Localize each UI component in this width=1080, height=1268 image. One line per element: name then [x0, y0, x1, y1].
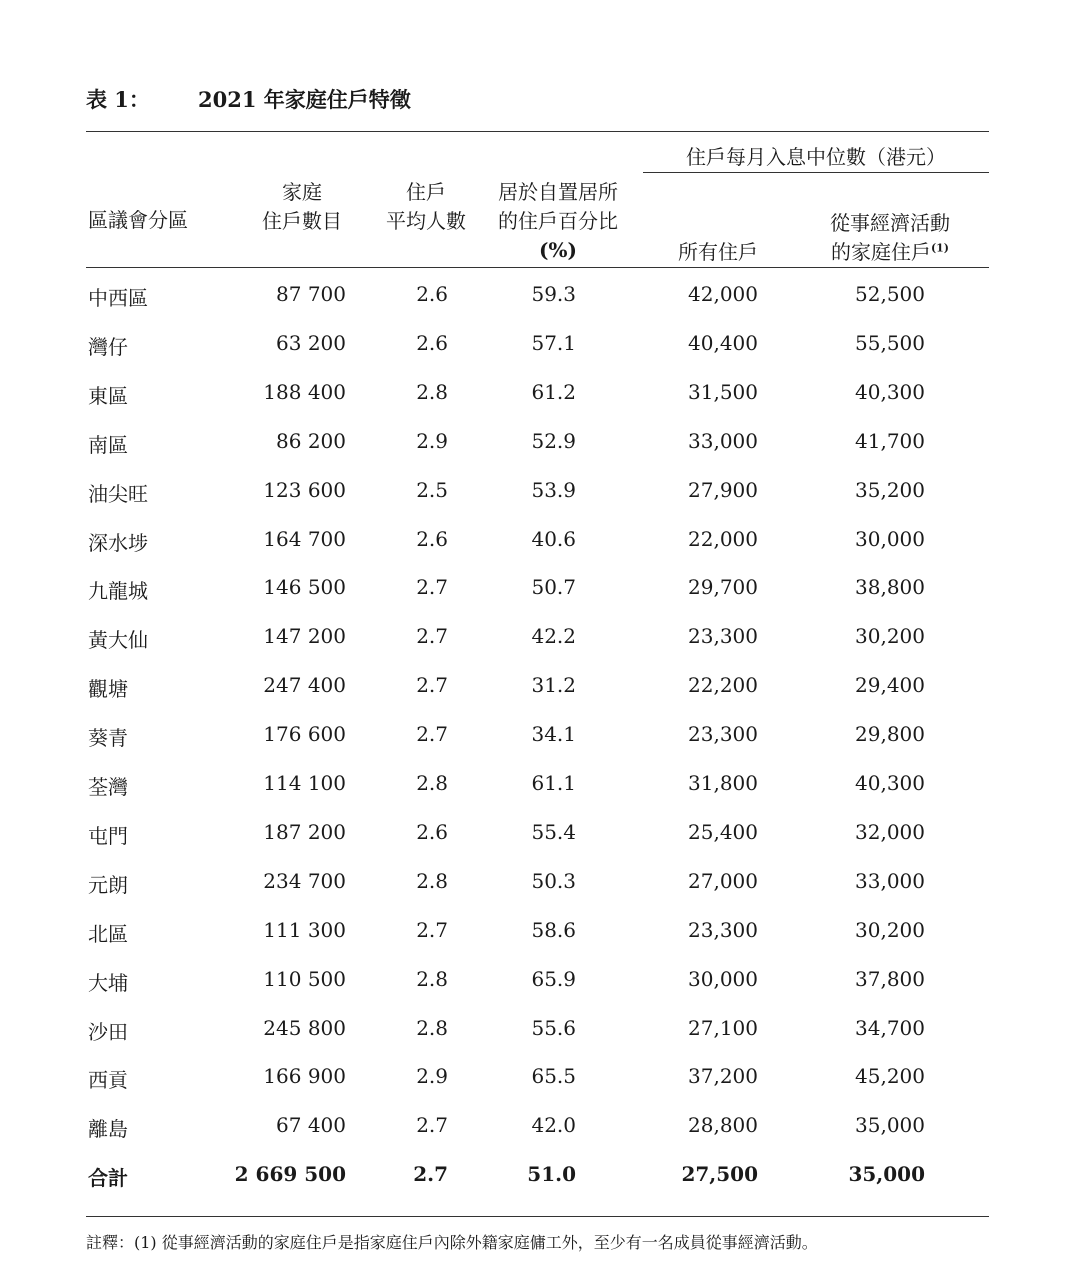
- cell-households: 245 800: [263, 1015, 346, 1040]
- cell-income-all: 22,000: [688, 526, 758, 551]
- cell-income-all: 33,000: [688, 428, 758, 453]
- cell-households: 123 600: [263, 477, 346, 502]
- cell-income-active: 38,800: [855, 575, 925, 600]
- cell-district: 南區: [88, 432, 128, 457]
- footnote: 註釋：(1) 從事經濟活動的家庭住戶是指家庭住戶內除外籍家庭傭工外，至少有一名成員從事經濟活動。: [86, 1233, 818, 1252]
- cell-income-all: 27,100: [688, 1015, 758, 1040]
- cell-district: 黃大仙: [88, 628, 148, 653]
- cell-owner-pct: 34.1: [531, 722, 576, 747]
- cell-income-all: 23,300: [688, 917, 758, 942]
- cell-income-active: 30,200: [855, 917, 925, 942]
- cell-avg-size: 2.6: [416, 526, 448, 551]
- cell-owner-pct: 57.1: [531, 330, 576, 355]
- cell-income-active: 55,500: [855, 330, 925, 355]
- cell-income-all: 23,300: [688, 624, 758, 649]
- header-owner-line2: 的住戶百分比: [498, 209, 618, 233]
- income-group-rule: [643, 172, 989, 173]
- cell-income-active: 30,200: [855, 624, 925, 649]
- cell-avg-size: 2.7: [413, 1162, 448, 1187]
- cell-district: 灣仔: [88, 334, 128, 359]
- cell-avg-size: 2.6: [416, 282, 448, 306]
- cell-income-active: 41,700: [855, 428, 925, 453]
- header-active-line2: 的家庭住戶$^{(1)}$: [830, 240, 950, 264]
- cell-income-active: 45,200: [855, 1064, 925, 1089]
- cell-district: 九龍城: [88, 579, 148, 604]
- footnote-marker: (1): [930, 241, 950, 255]
- cell-households: 247 400: [263, 673, 346, 698]
- cell-avg-size: 2.7: [416, 575, 448, 600]
- header-households-line2: 住戶數目: [262, 209, 342, 233]
- cell-owner-pct: 65.9: [531, 966, 576, 991]
- cell-avg-size: 2.8: [416, 868, 448, 893]
- cell-households: 166 900: [263, 1064, 346, 1089]
- cell-income-active: 35,000: [848, 1162, 925, 1187]
- cell-income-active: 52,500: [855, 282, 925, 306]
- cell-owner-pct: 50.7: [531, 575, 576, 600]
- cell-district: 觀塘: [88, 677, 128, 702]
- cell-households: 63 200: [276, 330, 346, 355]
- cell-income-active: 35,200: [855, 477, 925, 502]
- cell-avg-size: 2.7: [416, 673, 448, 698]
- cell-income-all: 25,400: [688, 819, 758, 844]
- cell-avg-size: 2.9: [416, 1064, 448, 1089]
- top-rule: [86, 131, 989, 132]
- header-active-line1: 從事經濟活動: [830, 211, 950, 235]
- cell-district: 離島: [88, 1117, 128, 1142]
- cell-owner-pct: 61.2: [531, 379, 576, 404]
- header-rule: [86, 267, 989, 268]
- cell-avg-size: 2.7: [416, 917, 448, 942]
- cell-avg-size: 2.5: [416, 477, 448, 502]
- header-households-line1: 家庭: [282, 180, 322, 204]
- cell-avg-size: 2.7: [416, 1113, 448, 1138]
- cell-income-all: 27,500: [681, 1162, 758, 1187]
- cell-owner-pct: 42.0: [531, 1113, 576, 1138]
- cell-avg-size: 2.8: [416, 771, 448, 795]
- cell-avg-size: 2.6: [416, 330, 448, 355]
- header-avg-size-line1: 住戶: [406, 180, 446, 204]
- cell-households: 188 400: [263, 379, 346, 404]
- cell-income-active: 32,000: [855, 819, 925, 844]
- header-avg-size-line2: 平均人數: [386, 209, 466, 233]
- cell-households: 86 200: [276, 428, 346, 453]
- cell-households: 2 669 500: [234, 1162, 346, 1187]
- cell-owner-pct: 40.6: [531, 526, 576, 551]
- header-owner-unit: (%): [539, 238, 577, 262]
- header-households: [250, 178, 354, 236]
- cell-district: 葵青: [88, 726, 128, 751]
- cell-income-all: 31,800: [688, 771, 758, 795]
- cell-owner-pct: 55.6: [531, 1015, 576, 1040]
- cell-district: 大埔: [88, 970, 128, 995]
- header-avg-size: [374, 178, 478, 236]
- cell-avg-size: 2.6: [416, 819, 448, 844]
- cell-income-active: 29,400: [855, 673, 925, 698]
- header-owner-occupied: [484, 178, 632, 265]
- cell-households: 87 700: [276, 282, 346, 306]
- cell-owner-pct: 51.0: [527, 1162, 576, 1187]
- cell-district: 屯門: [88, 823, 128, 848]
- cell-households: 147 200: [263, 624, 346, 649]
- cell-income-active: 37,800: [855, 966, 925, 991]
- cell-households: 187 200: [263, 819, 346, 844]
- cell-avg-size: 2.8: [416, 966, 448, 991]
- cell-district: 中西區: [88, 286, 148, 310]
- cell-income-all: 31,500: [688, 379, 758, 404]
- cell-avg-size: 2.7: [416, 624, 448, 649]
- cell-households: 114 100: [263, 771, 346, 795]
- cell-income-active: 30,000: [855, 526, 925, 551]
- cell-owner-pct: 65.5: [531, 1064, 576, 1089]
- cell-district: 深水埗: [88, 530, 148, 555]
- cell-avg-size: 2.7: [416, 722, 448, 747]
- cell-owner-pct: 52.9: [531, 428, 576, 453]
- table-title: [86, 84, 411, 114]
- cell-district: 油尖旺: [88, 481, 148, 506]
- cell-owner-pct: 61.1: [531, 771, 576, 795]
- cell-income-all: 22,200: [688, 673, 758, 698]
- cell-income-active: 33,000: [855, 868, 925, 893]
- cell-households: 67 400: [276, 1113, 346, 1138]
- cell-households: 164 700: [263, 526, 346, 551]
- cell-households: 111 300: [263, 917, 346, 942]
- cell-owner-pct: 50.3: [531, 868, 576, 893]
- table-caption: 2021 年家庭住戶特徵: [198, 87, 411, 112]
- cell-avg-size: 2.8: [416, 379, 448, 404]
- header-all-households: 所有住戶: [678, 240, 758, 264]
- cell-income-all: 28,800: [688, 1113, 758, 1138]
- table-number: 表 1：: [86, 87, 150, 112]
- cell-income-all: 30,000: [688, 966, 758, 991]
- cell-households: 234 700: [263, 868, 346, 893]
- cell-district: 荃灣: [88, 775, 128, 799]
- cell-households: 110 500: [263, 966, 346, 991]
- cell-households: 176 600: [263, 722, 346, 747]
- cell-income-all: 42,000: [688, 282, 758, 306]
- cell-owner-pct: 31.2: [531, 673, 576, 698]
- header-economically-active: [800, 209, 980, 267]
- cell-avg-size: 2.8: [416, 1015, 448, 1040]
- cell-avg-size: 2.9: [416, 428, 448, 453]
- cell-owner-pct: 59.3: [531, 282, 576, 306]
- cell-income-all: 23,300: [688, 722, 758, 747]
- cell-owner-pct: 55.4: [531, 819, 576, 844]
- header-district: 區議會分區: [88, 208, 188, 232]
- cell-district: 東區: [88, 383, 128, 408]
- cell-income-active: 34,700: [855, 1015, 925, 1040]
- cell-district: 合計: [88, 1166, 128, 1191]
- cell-income-all: 27,900: [688, 477, 758, 502]
- cell-income-active: 29,800: [855, 722, 925, 747]
- cell-district: 北區: [88, 921, 128, 946]
- header-owner-line1: 居於自置居所: [498, 180, 618, 204]
- cell-owner-pct: 42.2: [531, 624, 576, 649]
- cell-income-all: 27,000: [688, 868, 758, 893]
- cell-income-active: 40,300: [855, 379, 925, 404]
- bottom-rule: [86, 1216, 989, 1217]
- cell-income-active: 35,000: [855, 1113, 925, 1138]
- header-income-group: 住戶每月入息中位數（港元）: [686, 145, 946, 169]
- cell-owner-pct: 58.6: [531, 917, 576, 942]
- cell-district: 西貢: [88, 1068, 128, 1093]
- cell-income-all: 29,700: [688, 575, 758, 600]
- cell-income-active: 40,300: [855, 771, 925, 795]
- cell-income-all: 37,200: [688, 1064, 758, 1089]
- cell-income-all: 40,400: [688, 330, 758, 355]
- cell-households: 146 500: [263, 575, 346, 600]
- cell-owner-pct: 53.9: [531, 477, 576, 502]
- cell-district: 沙田: [88, 1019, 128, 1044]
- cell-district: 元朗: [88, 872, 128, 897]
